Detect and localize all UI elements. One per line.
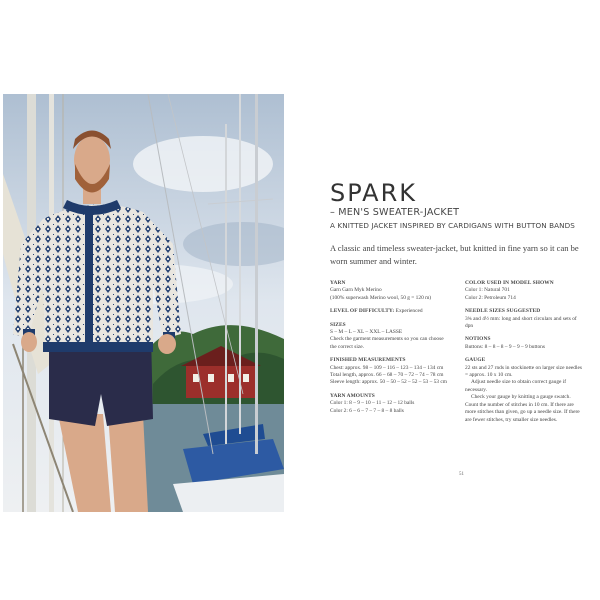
gauge-line: are fewer stitches, try smaller size needles. (465, 416, 558, 423)
yarn-line: Garn Garn Myk Merino (330, 287, 382, 294)
sizes-line: Check the garment measurements so you can choose (330, 336, 444, 343)
needles-heading: NEEDLE SIZES SUGGESTED (465, 308, 541, 315)
yarn-amount-line: Color 2: 6 – 6 – 7 – 7 – 8 – 8 balls (330, 407, 404, 414)
gauge-line: = approx. 10 x 10 cm. (465, 372, 513, 379)
yarn-section (330, 280, 455, 302)
gauge-line: Count the number of stitches in 10 cm. If there are (465, 401, 574, 408)
model-photo (3, 94, 284, 512)
yarn-amounts-heading: YARN AMOUNTS (330, 392, 375, 399)
specs-right-column (465, 280, 593, 430)
gauge-section (465, 357, 593, 424)
sizes-line: the correct size. (330, 343, 364, 350)
pattern-title: SPARK (330, 179, 418, 207)
yarn-heading: YARN (330, 280, 346, 286)
needles-section (465, 308, 593, 330)
gauge-line: necessary. (465, 386, 487, 393)
yarn-amount-line: Color 1: 8 – 9 – 10 – 11 – 12 – 12 balls (330, 400, 415, 407)
difficulty-value: Experienced (395, 308, 423, 315)
finished-measurements-heading: FINISHED MEASUREMENTS (330, 357, 406, 364)
sizes-section (330, 322, 455, 352)
notions-heading: NOTIONS (465, 336, 491, 343)
notions-section (465, 336, 593, 351)
gauge-line: 22 sts and 27 rnds in stockinette on larger size needles (465, 364, 582, 371)
colors-heading: COLOR USED IN MODEL SHOWN (465, 280, 554, 286)
gauge-line: more stitches than given, go up a needle size. If there (465, 409, 580, 416)
notions-line: Buttons: 8 – 8 – 8 – 9 – 9 – 9 buttons (465, 343, 545, 350)
measurement-line: Sleeve length: approx. 50 – 50 – 52 – 52 – 53 – 53 cm (330, 379, 447, 386)
needles-line: dpn (465, 323, 474, 330)
sizes-line: S – M – L – XL – XXL – LASSE (330, 329, 403, 336)
finished-measurements-section (330, 357, 455, 387)
gauge-line: Check your gauge by knitting a gauge swatch. (471, 394, 571, 401)
page-number: 51 (459, 472, 464, 477)
gauge-heading: GAUGE (465, 357, 486, 364)
pattern-tagline: A KNITTED JACKET INSPIRED BY CARDIGANS WITH BUTTON BANDS (330, 221, 575, 230)
color-line: Color 1: Natural 701 (465, 287, 510, 294)
needles-line: 3¾ and 4½ mm: long and short circulars and sets of (465, 315, 577, 322)
pattern-text (330, 180, 592, 480)
measurement-line: Chest: approx. 98 – 109 – 116 – 123 – 134 – 134 cm (330, 364, 444, 371)
gauge-line: Adjust needle size to obtain correct gauge if (471, 379, 567, 386)
yarn-amounts-section (330, 393, 455, 415)
color-line: Color 2: Petroleum 714 (465, 294, 516, 301)
difficulty-heading: LEVEL OF DIFFICULTY: (330, 308, 395, 315)
difficulty-section (330, 308, 455, 315)
pattern-subtitle: – MEN'S SWEATER-JACKET (330, 207, 460, 218)
pattern-specs (330, 280, 592, 480)
sizes-heading: SIZES (330, 321, 346, 328)
yarn-line: (100% superwash Merino wool, 50 g = 120 m) (330, 294, 432, 301)
colors-section (465, 280, 593, 302)
specs-left-column (330, 280, 455, 421)
photo-illustration (3, 94, 284, 512)
pattern-intro: A classic and timeless sweater-jacket, but knitted in fine yarn so it can be worn summer and winter. (330, 243, 579, 266)
measurement-line: Total length, approx. 66 – 68 – 70 – 72 – 74 – 78 cm (330, 372, 444, 379)
